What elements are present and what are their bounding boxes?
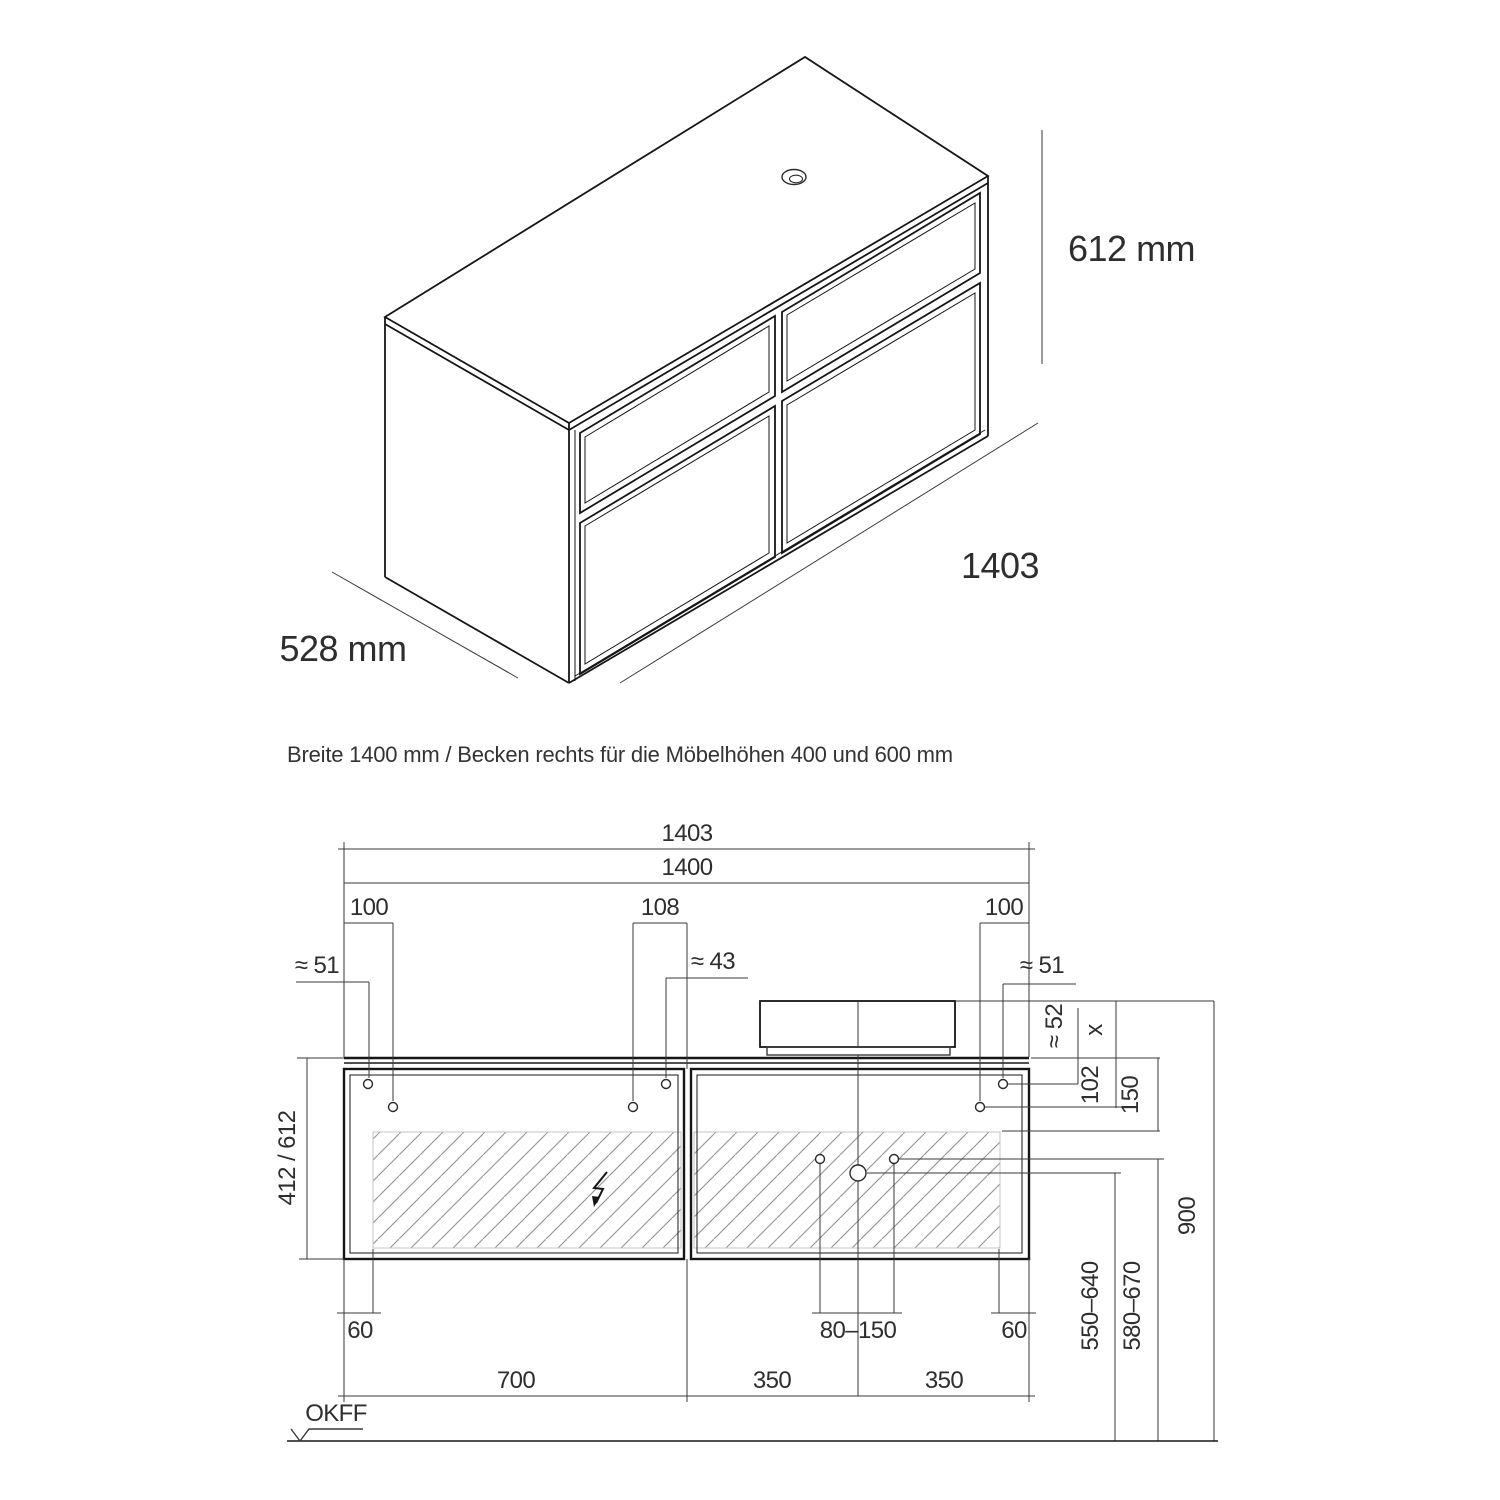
faucet-hole-icon — [782, 170, 806, 185]
water-supply-point — [816, 1155, 825, 1164]
dim-900: 900 — [1174, 1196, 1201, 1236]
iso-dimensions — [279, 130, 1195, 683]
fixing-hole — [389, 1103, 398, 1112]
dim-60-right: 60 — [1001, 1317, 1027, 1344]
iso-drawer-fronts — [580, 193, 980, 674]
dim-102: 102 — [1077, 1065, 1104, 1105]
dim-80-150: 80–150 — [819, 1317, 897, 1344]
dim-basin-height-x: x — [1081, 1024, 1108, 1036]
fixing-hole — [999, 1080, 1008, 1089]
datum-label: OKFF — [305, 1400, 367, 1427]
dim-550-640: 550–640 — [1077, 1261, 1104, 1351]
iso-height-label: 612 mm — [1068, 228, 1196, 269]
fixing-hole — [364, 1080, 373, 1089]
caption-text: Breite 1400 mm / Becken rechts für die Möbelhöhen 400 und 600 mm — [287, 742, 953, 767]
dim-60-left: 60 — [347, 1317, 373, 1344]
fixing-hole — [629, 1103, 638, 1112]
dim-580-670: 580–670 — [1119, 1261, 1146, 1351]
drain-point — [850, 1165, 866, 1181]
fixing-hole — [976, 1103, 985, 1112]
dim-350-b: 350 — [924, 1367, 964, 1394]
fixing-hole — [662, 1080, 671, 1089]
installation-zone-hatch — [373, 1132, 1000, 1248]
water-supply-point — [890, 1155, 899, 1164]
dim-approx51-right: ≈ 51 — [1019, 952, 1065, 979]
dim-approx51-left: ≈ 51 — [294, 952, 340, 979]
dim-width-total: 1403 — [661, 820, 713, 847]
fv-washbasin — [760, 1001, 955, 1055]
dim-approx52: ≈ 52 — [1041, 1003, 1068, 1049]
dim-150: 150 — [1117, 1075, 1144, 1115]
front-view — [274, 820, 1218, 1441]
dim-350-a: 350 — [752, 1367, 792, 1394]
dim-body-height: 412 / 612 — [274, 1110, 301, 1206]
dim-100-right: 100 — [984, 894, 1024, 921]
iso-view — [279, 57, 1195, 683]
dim-108-center: 108 — [640, 894, 680, 921]
dim-approx43-center: ≈ 43 — [690, 948, 736, 975]
iso-width-label: 1403 — [960, 545, 1040, 586]
dim-700: 700 — [496, 1367, 536, 1394]
dim-width-body: 1400 — [661, 854, 713, 881]
iso-depth-label: 528 mm — [279, 628, 407, 669]
okff-datum — [287, 1400, 1218, 1441]
dim-100-left: 100 — [349, 894, 389, 921]
